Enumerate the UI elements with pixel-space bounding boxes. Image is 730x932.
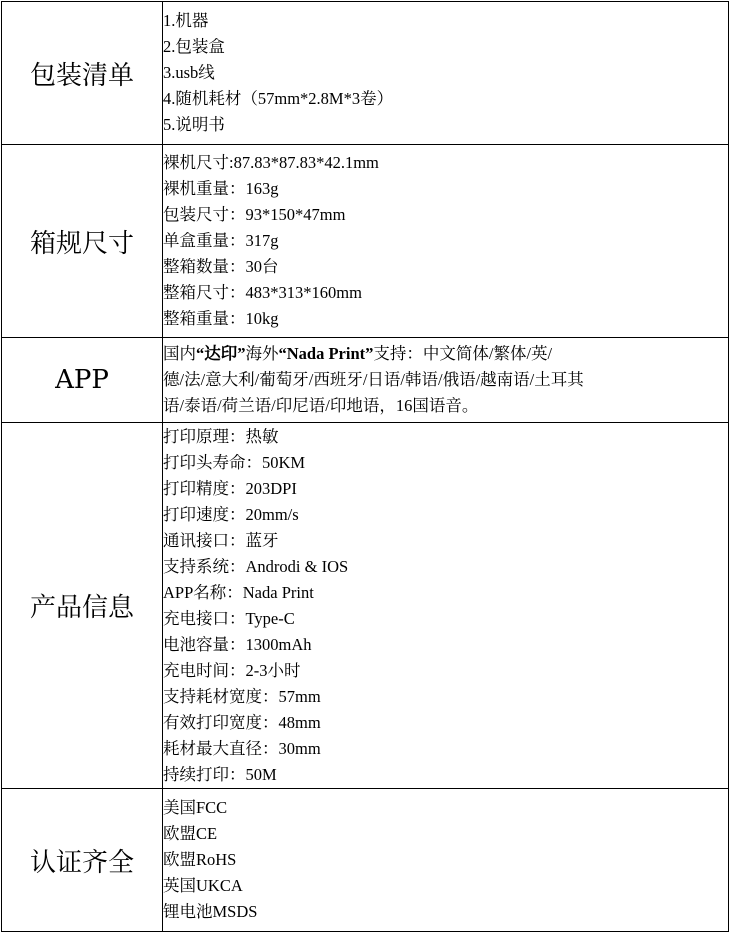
list-item: 打印精度：203DPI <box>163 478 297 498</box>
list-item: 欧盟RoHS <box>163 850 237 869</box>
list-item: 有效打印宽度：48mm <box>163 712 321 732</box>
app-name-cn: “达印” <box>196 344 246 363</box>
table-row-app <box>2 338 729 423</box>
row-label: 产品信息 <box>2 423 163 789</box>
list-item: 裸机重量：163g <box>163 179 279 198</box>
list-item: 充电时间：2-3小时 <box>163 660 301 680</box>
list-item: 打印头寿命：50KM <box>163 452 306 472</box>
list-item: 持续打印：50M <box>163 764 277 784</box>
list-item: 5.说明书 <box>163 115 225 134</box>
list-item: 裸机尺寸:87.83*87.83*42.1mm <box>163 153 379 172</box>
table-row-product-info <box>2 423 729 789</box>
list-item: 3.usb线 <box>163 63 215 82</box>
list-item: 整箱重量：10kg <box>163 309 279 328</box>
list-item: 打印速度：20mm/s <box>163 504 299 524</box>
list-item: 2.包装盒 <box>163 37 225 56</box>
app-text: 海外 <box>245 344 279 363</box>
list-item: 欧盟CE <box>163 824 218 843</box>
row-label: 认证齐全 <box>2 789 163 932</box>
list-item: 美国FCC <box>163 798 228 817</box>
list-item: 整箱尺寸：483*313*160mm <box>163 283 362 302</box>
row-content <box>163 423 729 789</box>
app-line-1 <box>163 341 728 367</box>
table-row-packing-list <box>2 2 729 145</box>
list-item: 电池容量：1300mAh <box>163 634 312 654</box>
row-content <box>163 2 729 145</box>
list-item: 包装尺寸：93*150*47mm <box>163 205 346 224</box>
row-content <box>163 145 729 338</box>
app-name-en: “Nada Print” <box>278 344 374 363</box>
row-label: APP <box>2 338 163 423</box>
list-item: 支持耗材宽度：57mm <box>163 686 321 706</box>
list-item: 1.机器 <box>163 11 209 30</box>
app-text: 支持：中文简体/繁体/英/ <box>373 344 553 363</box>
table-row-box-specs <box>2 145 729 338</box>
row-label: 箱规尺寸 <box>2 145 163 338</box>
list-item: 耗材最大直径：30mm <box>163 738 321 758</box>
list-item: 整箱数量：30台 <box>163 257 279 276</box>
row-content <box>163 338 729 423</box>
list-item: 锂电池MSDS <box>163 902 258 921</box>
list-item: 4.随机耗材（57mm*2.8M*3卷） <box>163 89 394 108</box>
list-item: 单盒重量：317g <box>163 231 279 250</box>
list-item: 充电接口：Type-C <box>163 608 295 628</box>
table-row-certifications <box>2 789 729 932</box>
list-item: 打印原理：热敏 <box>163 426 279 446</box>
list-item: 通讯接口：蓝牙 <box>163 530 279 550</box>
spec-table <box>1 1 729 932</box>
app-line-3: 语/泰语/荷兰语/印尼语/印地语，16国语音。 <box>163 396 479 415</box>
list-item: 英国UKCA <box>163 876 243 895</box>
app-text: 国内 <box>163 344 196 363</box>
app-line-2: 德/法/意大利/葡萄牙/西班牙/日语/韩语/俄语/越南语/土耳其 <box>163 370 584 389</box>
list-item: 支持系统：Androdi & IOS <box>163 556 349 576</box>
row-content <box>163 789 729 932</box>
list-item: APP名称：Nada Print <box>163 582 314 602</box>
row-label: 包装清单 <box>2 2 163 145</box>
